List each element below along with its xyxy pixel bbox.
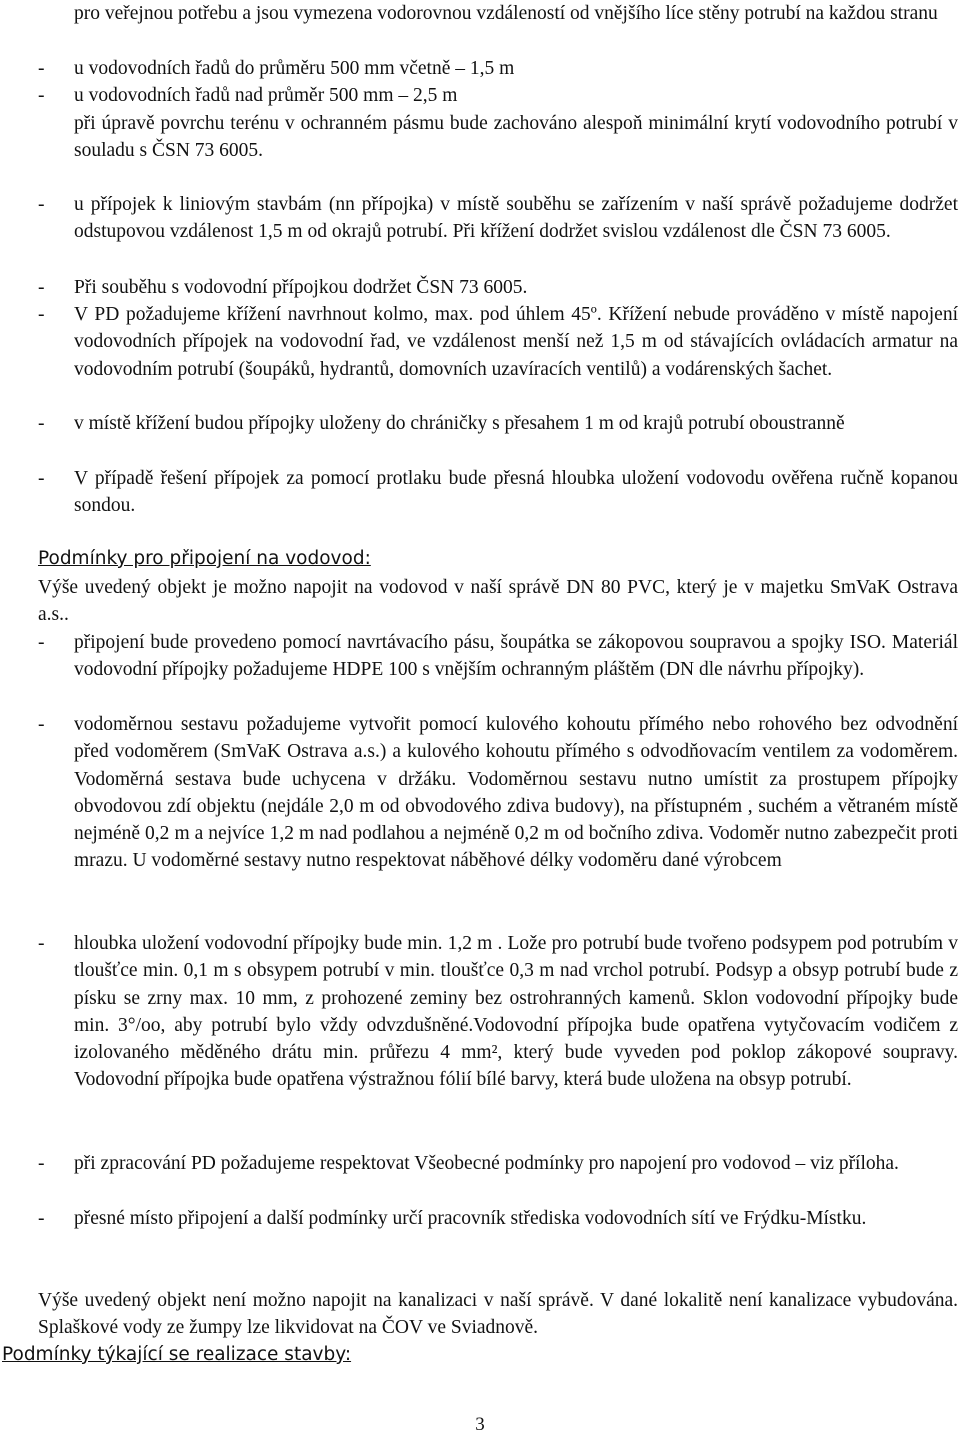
list-item-text: v místě křížení budou přípojky uloženy do chráničky s přesahem 1 m od krajů potrubí oboustranně [74,413,845,434]
list-dash: - [38,714,45,735]
page-number: 3 [475,1414,485,1435]
list-dash: - [38,194,45,215]
list-dash: - [38,304,45,325]
list-item-text: u vodovodních řadů do průměru 500 mm včetně – 1,5 m [74,58,515,79]
section-intro: Výše uvedený objekt je možno napojit na vodovod v naší správě DN 80 PVC, který je v majetku SmVaK Ostrava a.s.. [38,577,958,626]
intro-line: pro veřejnou potřebu a jsou vymezena vodorovnou vzdáleností od vnějšího líce stěny potrubí na každou stranu [74,3,938,24]
closing-paragraph: Výše uvedený objekt není možno napojit na kanalizaci v naší správě. V dané lokalitě není kanalizace vybudována. Splaškové vody ze žumpy lze likvidovat na ČOV ve Sviadnově. [38,1290,958,1339]
list-dash: - [38,85,45,106]
section-heading: Podmínky týkající se realizace stavby: [2,1344,352,1365]
list-item-text: V PD požadujeme křížení navrhnout kolmo, max. pod úhlem 45º. Křížení nebude prováděno v místě napojení vodovodních přípojek na vodovodní řad, ve vzdálenost menší než 1,5 m od stávajících ovládacích armatur na vodovodním potrubí (šoupáků, hydrantů, domovních uzavíracích ventilů) a vodárenských šachet. [74,304,958,380]
list-dash: - [38,277,45,298]
list-item-text: Při souběhu s vodovodní přípojkou dodržet ČSN 73 6005. [74,277,528,298]
list-dash: - [38,413,45,434]
list-item-text: připojení bude provedeno pomocí navrtávacího pásu, šoupátka se zákopovou soupravou a spojky ISO. Materiál vodovodní přípojky požadujeme HDPE 100 s vnějším ochranným pláštěm (DN dle návrhu přípojky). [74,632,958,681]
list-dash: - [38,1208,45,1229]
list-item-text: vodoměrnou sestavu požadujeme vytvořit pomocí kulového kohoutu přímého nebo rohového bez odvodnění před vodoměrem (SmVaK Ostrava a.s.) a kulového kohoutu přímého s odvodňovacím ventilem za vodoměrem. Vodoměrná sestava bude uchycena v držáku. Vodoměrnou sestavu nutno umístit za prostupem přípojky obvodovou zdí objektu (nejdále 2,0 m od obvodového zdiva budovy), na přístupném , suchém a větraném místě nejméně 0,2 m a nejvíce 1,2 m nad podlahou a nejméně 0,2 m od bočního zdiva. Vodoměr nutno zabezpečit proti mrazu. U vodoměrné sestavy nutno respektovat náběhové délky vodoměru dané výrobcem [74,714,958,872]
list-item-text: V případě řešení přípojek za pomocí protlaku bude přesná hloubka uložení vodovodu ověřena ručně kopanou sondou. [74,468,958,517]
list-dash: - [38,1153,45,1174]
list-item-text: hloubka uložení vodovodní přípojky bude min. 1,2 m . Lože pro potrubí bude tvořeno podsypem pod potrubím v tloušťce min. 0,1 m s obsypem potrubí v min. tloušťce 0,3 m nad vrchol potrubí. Podsyp a obsyp potrubí bude z písku se zrny max. 10 mm, z prohozené zeminy bez ostrohranných kamenů. Sklon vodovodní přípojky bude min. 3°/oo, aby potrubí bylo vždy odvzdušněné.Vodovodní přípojka bude opatřena vytyčovacím vodičem z izolovaného měděného drátu min. průřezu 4 mm², který bude vyveden pod poklop zákopové soupravy. Vodovodní přípojka bude opatřena výstražnou fólií bílé barvy, která bude uložena na obsyp potrubí. [74,933,958,1091]
section-heading: Podmínky pro připojení na vodovod: [38,548,371,569]
list-dash: - [38,58,45,79]
list-dash: - [38,933,45,954]
list-dash: - [38,468,45,489]
list-dash: - [38,632,45,653]
list-item-text: u přípojek k liniovým stavbám (nn přípojka) v místě souběhu se zařízením v naší správě požadujeme dodržet odstupovou vzdálenost 1,5 m od okrajů potrubí. Při křížení dodržet svislou vzdálenost dle ČSN 73 6005. [74,194,958,243]
list-item-text: u vodovodních řadů nad průměr 500 mm – 2,5 m [74,85,458,106]
intro-paragraph: při úpravě povrchu terénu v ochranném pásmu bude zachováno alespoň minimální krytí vodovodního potrubí v souladu s ČSN 73 6005. [74,113,958,162]
list-item-text: přesné místo připojení a další podmínky určí pracovník střediska vodovodních sítí ve Frýdku-Místku. [74,1208,867,1229]
list-item-text: při zpracování PD požadujeme respektovat Všeobecné podmínky pro napojení pro vodovod – viz příloha. [74,1153,899,1174]
